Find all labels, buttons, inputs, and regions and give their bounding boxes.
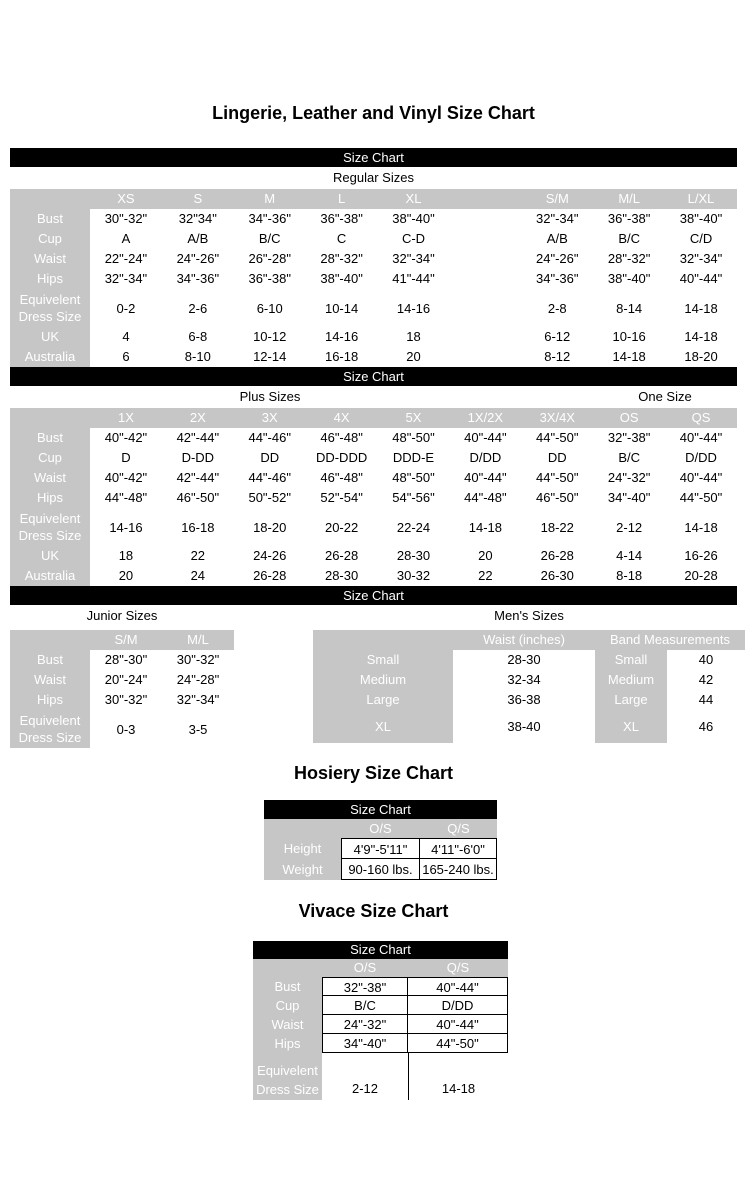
size-cell: 8-10 <box>162 347 234 367</box>
row-label: Small <box>595 650 667 670</box>
size-cell: 18 <box>90 546 162 566</box>
size-cell: A/B <box>521 229 593 249</box>
size-cell <box>449 269 521 289</box>
size-cell <box>449 327 521 347</box>
size-cell: 42"-44" <box>162 468 234 488</box>
regular-sizes-table <box>10 189 737 367</box>
size-cell: 28-30 <box>453 650 595 670</box>
col-header: O/S <box>322 959 408 977</box>
size-cell: 24"-32" <box>593 468 665 488</box>
size-cell: 32"-34" <box>665 249 737 269</box>
size-cell: D/DD <box>449 448 521 468</box>
row-label: Height <box>264 838 341 859</box>
row-label: Waist <box>253 1015 322 1034</box>
size-cell: 14-18 <box>665 289 737 327</box>
size-cell: D/DD <box>408 996 508 1015</box>
size-cell: 32"-34" <box>90 269 162 289</box>
col-header: S <box>162 189 234 209</box>
col-header: XS <box>90 189 162 209</box>
size-cell: 16-18 <box>162 508 234 546</box>
size-cell: 26-30 <box>521 566 593 586</box>
size-cell <box>449 347 521 367</box>
size-cell: 50"-52" <box>234 488 306 508</box>
col-header: L/XL <box>665 189 737 209</box>
size-cell: 24 <box>162 566 234 586</box>
size-cell: 54"-56" <box>378 488 450 508</box>
size-cell: 38"-40" <box>593 269 665 289</box>
size-cell: 40"-44" <box>665 269 737 289</box>
size-chart-bar: Size Chart <box>10 367 737 386</box>
size-cell: 46"-48" <box>306 468 378 488</box>
size-cell: 41"-44" <box>378 269 450 289</box>
size-cell: 0-2 <box>90 289 162 327</box>
size-cell: 44"-46" <box>234 428 306 448</box>
col-header: S/M <box>90 630 162 650</box>
size-cell: 46"-50" <box>162 488 234 508</box>
size-cell: 40"-44" <box>408 977 508 996</box>
corner-cell <box>10 189 90 209</box>
col-header: 1X/2X <box>449 408 521 428</box>
size-cell: 10-14 <box>306 289 378 327</box>
corner-cell <box>264 819 341 838</box>
row-label: XL <box>595 710 667 743</box>
row-label: Australia <box>10 347 90 367</box>
size-cell: 14-18 <box>593 347 665 367</box>
corner-cell <box>253 959 322 977</box>
size-cell: 2-8 <box>521 289 593 327</box>
size-cell: 20-22 <box>306 508 378 546</box>
size-cell: 48"-50" <box>378 428 450 448</box>
band-col-header: Band Measurements <box>595 630 745 650</box>
row-label: Medium <box>313 670 453 690</box>
size-cell: DD <box>521 448 593 468</box>
size-cell: A <box>90 229 162 249</box>
size-cell: 38"-40" <box>378 209 450 229</box>
size-cell: 90-160 lbs. <box>341 859 420 880</box>
size-cell: 32"-34" <box>378 249 450 269</box>
col-header: M/L <box>162 630 234 650</box>
size-cell: 4'9"-5'11" <box>341 838 420 859</box>
junior-sizes-heading: Junior Sizes <box>86 608 158 623</box>
waist-col-header: Waist (inches) <box>453 630 595 650</box>
plus-sizes-table <box>10 408 737 586</box>
size-cell: 2-12 <box>322 1053 408 1100</box>
size-cell: 46"-50" <box>521 488 593 508</box>
size-cell: 40"-44" <box>449 428 521 448</box>
size-cell: 14-18 <box>665 327 737 347</box>
col-header: 1X <box>90 408 162 428</box>
size-cell: 44"-48" <box>449 488 521 508</box>
size-cell: 14-16 <box>378 289 450 327</box>
size-cell: 28-30 <box>306 566 378 586</box>
col-header: 3X <box>234 408 306 428</box>
size-cell: 26-28 <box>306 546 378 566</box>
size-cell: 14-18 <box>408 1053 508 1100</box>
size-cell <box>449 249 521 269</box>
size-chart-bar: Size Chart <box>10 586 737 605</box>
size-cell: 40"-44" <box>449 468 521 488</box>
size-chart-bar: Size Chart <box>264 800 497 819</box>
corner-cell <box>10 630 90 650</box>
size-cell: 44"-48" <box>90 488 162 508</box>
size-cell: 18 <box>378 327 450 347</box>
size-cell: 20 <box>378 347 450 367</box>
size-cell: 14-16 <box>306 327 378 347</box>
size-cell: C/D <box>665 229 737 249</box>
size-cell: B/C <box>322 996 408 1015</box>
row-label: Bust <box>10 650 90 670</box>
row-label: UK <box>10 327 90 347</box>
size-cell: 36"-38" <box>306 209 378 229</box>
size-cell: 6 <box>90 347 162 367</box>
size-cell: 40"-42" <box>90 468 162 488</box>
size-cell: 10-12 <box>234 327 306 347</box>
row-label: Small <box>313 650 453 670</box>
size-cell: C-D <box>378 229 450 249</box>
col-header: Q/S <box>408 959 508 977</box>
size-cell: 32-34 <box>453 670 595 690</box>
col-header: 4X <box>306 408 378 428</box>
size-cell: 26"-28" <box>234 249 306 269</box>
size-cell: 44"-50" <box>408 1034 508 1053</box>
size-cell <box>449 229 521 249</box>
row-label: Medium <box>595 670 667 690</box>
main-size-chart <box>10 148 737 752</box>
junior-mens-heading-row <box>10 605 737 630</box>
size-cell: 44"-50" <box>521 468 593 488</box>
col-header: OS <box>593 408 665 428</box>
size-cell <box>449 289 521 327</box>
row-label: Equivelent Dress Size <box>10 508 90 546</box>
size-cell: 16-18 <box>306 347 378 367</box>
size-cell: B/C <box>234 229 306 249</box>
size-cell: 165-240 lbs. <box>420 859 497 880</box>
size-cell: 32"-38" <box>322 977 408 996</box>
size-cell: 32"-38" <box>593 428 665 448</box>
size-cell: 40"-44" <box>665 468 737 488</box>
size-cell: 48"-50" <box>378 468 450 488</box>
corner-cell <box>10 408 90 428</box>
row-label: Australia <box>10 566 90 586</box>
row-label: Waist <box>10 468 90 488</box>
row-label: Waist <box>10 249 90 269</box>
size-cell: 4 <box>90 327 162 347</box>
size-cell: 34"-36" <box>521 269 593 289</box>
regular-sizes-heading: Regular Sizes <box>333 170 414 185</box>
size-cell: 20 <box>90 566 162 586</box>
col-header: Q/S <box>420 819 497 838</box>
size-cell: 6-10 <box>234 289 306 327</box>
row-label: UK <box>10 546 90 566</box>
size-cell: D <box>90 448 162 468</box>
size-cell: 20-28 <box>665 566 737 586</box>
size-cell: 24"-28" <box>162 670 234 690</box>
size-cell: 28-30 <box>378 546 450 566</box>
size-cell: 52"-54" <box>306 488 378 508</box>
size-cell: 0-3 <box>90 710 162 748</box>
size-cell: 12-14 <box>234 347 306 367</box>
col-header <box>449 189 521 209</box>
size-cell: 40"-44" <box>665 428 737 448</box>
row-label: Large <box>595 690 667 710</box>
size-cell: DDD-E <box>378 448 450 468</box>
size-cell: 28"-30" <box>90 650 162 670</box>
size-cell: 40"-42" <box>90 428 162 448</box>
size-cell: 36"-38" <box>234 269 306 289</box>
size-cell: 26-28 <box>521 546 593 566</box>
col-header: O/S <box>341 819 420 838</box>
size-cell: 24"-26" <box>162 249 234 269</box>
size-cell: 8-14 <box>593 289 665 327</box>
size-cell: A/B <box>162 229 234 249</box>
size-cell: 2-6 <box>162 289 234 327</box>
row-label: Bust <box>253 977 322 996</box>
size-cell: 44"-50" <box>521 428 593 448</box>
size-cell: 32"-34" <box>162 690 234 710</box>
row-label: Weight <box>264 859 341 880</box>
size-cell: 30-32 <box>378 566 450 586</box>
size-cell: 18-20 <box>234 508 306 546</box>
size-cell: 36"-38" <box>593 209 665 229</box>
size-cell: 36-38 <box>453 690 595 710</box>
size-cell: 44"-46" <box>234 468 306 488</box>
size-cell: 20 <box>449 546 521 566</box>
col-header: XL <box>378 189 450 209</box>
size-cell: 28"-32" <box>593 249 665 269</box>
hosiery-size-chart <box>264 800 497 880</box>
col-header: M <box>234 189 306 209</box>
col-header: S/M <box>521 189 593 209</box>
row-label: XL <box>313 710 453 743</box>
vivace-table <box>253 959 508 1100</box>
size-cell: 28"-32" <box>306 249 378 269</box>
size-cell: D-DD <box>162 448 234 468</box>
size-cell: D/DD <box>665 448 737 468</box>
row-label: Equivelent Dress Size <box>253 1053 322 1100</box>
size-cell: DD <box>234 448 306 468</box>
size-cell: 2-12 <box>593 508 665 546</box>
row-label: Cup <box>253 996 322 1015</box>
size-cell: 44 <box>667 690 745 710</box>
row-label: Cup <box>10 229 90 249</box>
size-cell: 14-18 <box>449 508 521 546</box>
size-cell: 38-40 <box>453 710 595 743</box>
row-label: Waist <box>10 670 90 690</box>
size-cell: 14-16 <box>90 508 162 546</box>
size-cell: 24"-32" <box>322 1015 408 1034</box>
size-cell: 26-28 <box>234 566 306 586</box>
col-header: L <box>306 189 378 209</box>
size-cell: 32"-34" <box>521 209 593 229</box>
size-cell: 24"-26" <box>521 249 593 269</box>
row-label: Equivelent Dress Size <box>10 710 90 748</box>
size-cell: DD-DDD <box>306 448 378 468</box>
size-cell: B/C <box>593 229 665 249</box>
size-cell: 22 <box>162 546 234 566</box>
vivace-size-chart <box>253 941 508 1100</box>
size-cell: 34"-40" <box>593 488 665 508</box>
col-header: M/L <box>593 189 665 209</box>
size-chart-bar: Size Chart <box>10 148 737 167</box>
mens-sizes-heading: Men's Sizes <box>494 608 564 623</box>
page-title: Lingerie, Leather and Vinyl Size Chart <box>212 103 535 123</box>
size-cell: 22 <box>449 566 521 586</box>
junior-mens-tables <box>10 630 737 752</box>
size-cell: B/C <box>593 448 665 468</box>
size-cell: 14-18 <box>665 508 737 546</box>
size-cell: 38"-40" <box>306 269 378 289</box>
junior-sizes-table <box>10 630 234 748</box>
size-cell: 30"-32" <box>90 690 162 710</box>
row-label: Hips <box>10 488 90 508</box>
row-label: Hips <box>253 1034 322 1053</box>
size-cell: 8-12 <box>521 347 593 367</box>
col-header: QS <box>665 408 737 428</box>
size-cell: 40"-44" <box>408 1015 508 1034</box>
size-cell: 6-8 <box>162 327 234 347</box>
size-cell: 40 <box>667 650 745 670</box>
mens-sizes-table <box>313 630 745 743</box>
size-cell: 22"-24" <box>90 249 162 269</box>
size-cell: 18-20 <box>665 347 737 367</box>
row-label: Hips <box>10 690 90 710</box>
plus-sizes-heading: Plus Sizes <box>239 389 301 404</box>
size-cell: 34"-40" <box>322 1034 408 1053</box>
row-label: Large <box>313 690 453 710</box>
size-cell: 34"-36" <box>234 209 306 229</box>
size-chart-bar: Size Chart <box>253 941 508 959</box>
size-cell: 18-22 <box>521 508 593 546</box>
row-label: Equivelent Dress Size <box>10 289 90 327</box>
size-cell: 30"-32" <box>162 650 234 670</box>
row-label: Cup <box>10 448 90 468</box>
size-cell: 46"-48" <box>306 428 378 448</box>
size-cell: 22-24 <box>378 508 450 546</box>
one-size-heading: One Size <box>638 389 692 404</box>
size-cell: 44"-50" <box>665 488 737 508</box>
row-label: Bust <box>10 209 90 229</box>
size-cell: 42 <box>667 670 745 690</box>
size-cell: 20"-24" <box>90 670 162 690</box>
size-cell <box>449 209 521 229</box>
col-header: 3X/4X <box>521 408 593 428</box>
size-cell: C <box>306 229 378 249</box>
size-cell: 16-26 <box>665 546 737 566</box>
size-cell: 10-16 <box>593 327 665 347</box>
size-cell: 24-26 <box>234 546 306 566</box>
vivace-title: Vivace Size Chart <box>298 901 449 921</box>
size-cell: 4-14 <box>593 546 665 566</box>
corner-cell <box>313 630 453 650</box>
row-label: Hips <box>10 269 90 289</box>
plus-sizes-heading-row <box>10 386 737 408</box>
size-cell: 34"-36" <box>162 269 234 289</box>
size-cell: 6-12 <box>521 327 593 347</box>
hosiery-title: Hosiery Size Chart <box>293 763 454 783</box>
col-header: 2X <box>162 408 234 428</box>
size-cell: 42"-44" <box>162 428 234 448</box>
hosiery-table <box>264 819 497 880</box>
size-cell: 46 <box>667 710 745 743</box>
col-header: 5X <box>378 408 450 428</box>
size-cell: 32"34" <box>162 209 234 229</box>
size-cell: 3-5 <box>162 710 234 748</box>
size-cell: 4'11"-6'0" <box>420 838 497 859</box>
size-cell: 30"-32" <box>90 209 162 229</box>
size-cell: 38"-40" <box>665 209 737 229</box>
row-label: Bust <box>10 428 90 448</box>
size-cell: 8-18 <box>593 566 665 586</box>
